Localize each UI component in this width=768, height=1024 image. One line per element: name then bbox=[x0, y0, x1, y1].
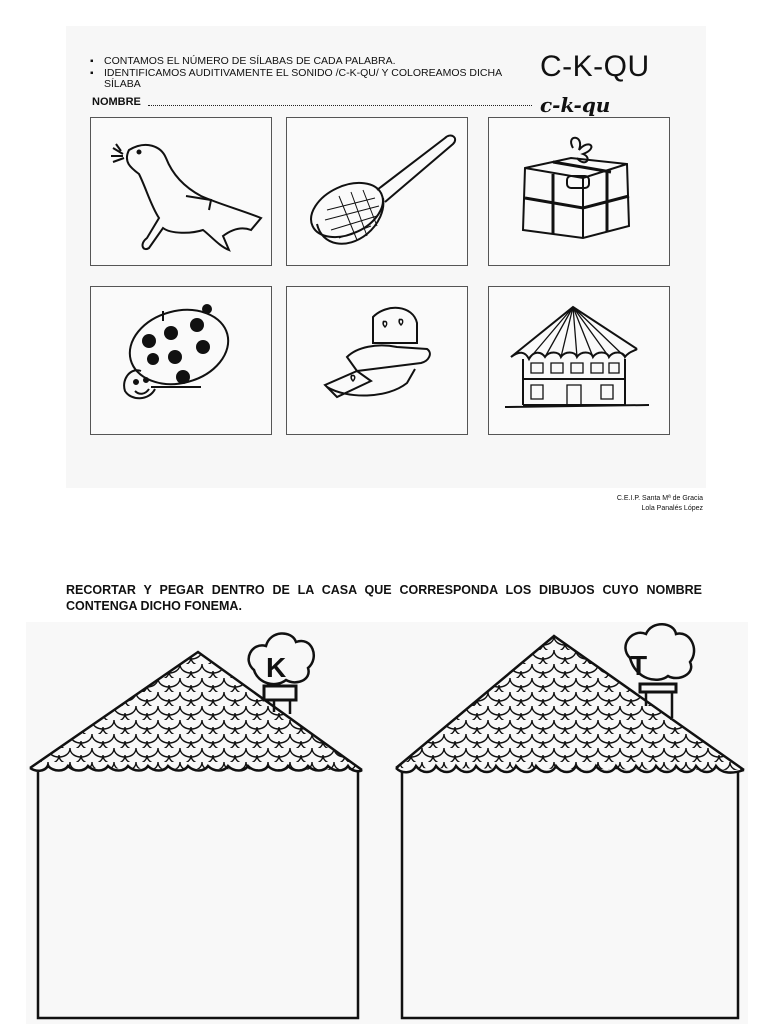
package-drawing bbox=[488, 117, 670, 266]
strainer-drawing bbox=[286, 117, 468, 266]
worksheet-title-cursive: c-k-qu bbox=[540, 93, 611, 117]
kiosk-drawing bbox=[488, 286, 670, 435]
credits-school: C.E.I.P. Santa Mª de Gracia bbox=[616, 495, 703, 502]
instruction-item: ▪ IDENTIFICAMOS AUDITIVAMENTE EL SONIDO /C-K-QU/ Y COLOREAMOS DICHA SÍLABA bbox=[90, 68, 530, 90]
instructions-list bbox=[90, 56, 530, 91]
worksheet-title: C-K-QU bbox=[540, 50, 650, 83]
ladybug-drawing bbox=[90, 286, 272, 435]
cradle-drawing bbox=[286, 286, 468, 435]
house-t bbox=[396, 624, 744, 1018]
name-label: NOMBRE bbox=[92, 96, 141, 108]
name-line[interactable] bbox=[148, 105, 532, 106]
credits bbox=[560, 494, 703, 514]
instruction-item: ▪ CONTAMOS EL NÚMERO DE SÍLABAS DE CADA PALABRA. bbox=[90, 56, 530, 67]
house-k bbox=[30, 633, 362, 1018]
cut-paste-instruction: RECORTAR Y PEGAR DENTRO DE LA CASA QUE CORRESPONDA LOS DIBUJOS CUYO NOMBRE CONTENGA DICHO FONEMA. bbox=[66, 583, 702, 613]
credits-author: Lola Panalés López bbox=[641, 505, 703, 512]
house-t-letter: T bbox=[630, 650, 648, 681]
house-k-letter: K bbox=[266, 652, 287, 683]
houses-area bbox=[26, 622, 748, 1024]
seal-drawing bbox=[90, 117, 272, 266]
